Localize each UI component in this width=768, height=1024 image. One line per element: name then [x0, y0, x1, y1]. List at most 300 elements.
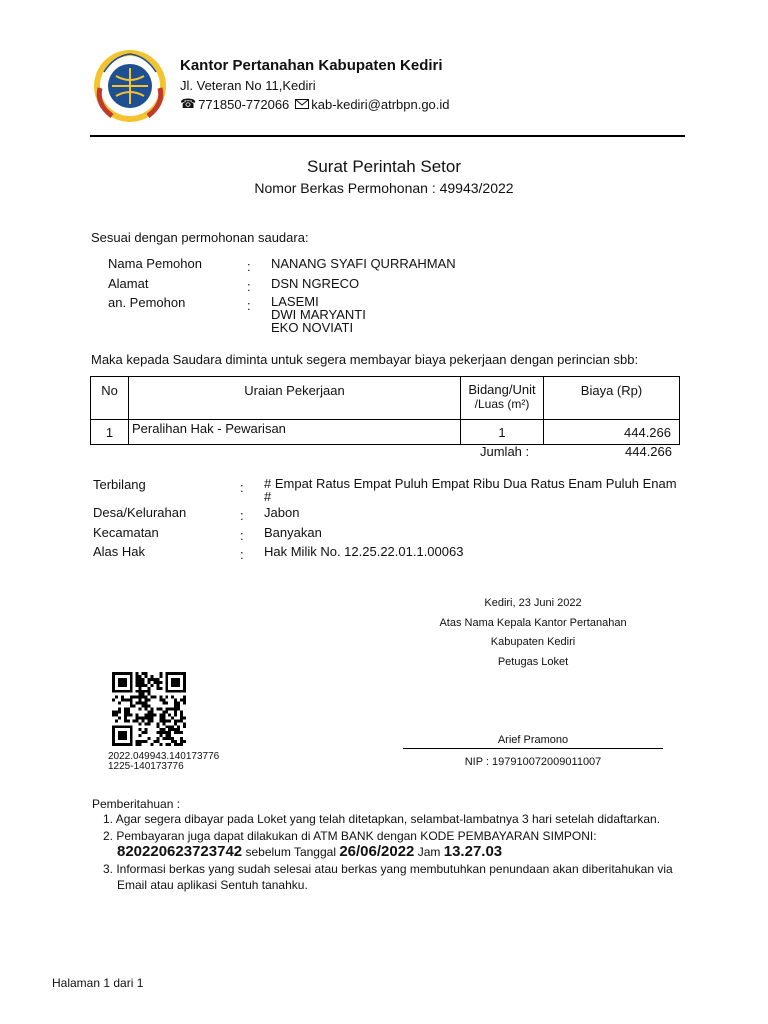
qr-module: [180, 710, 183, 713]
qr-module: [124, 719, 127, 722]
qr-module: [162, 728, 165, 731]
qr-module: [142, 693, 145, 696]
qr-module: [136, 696, 139, 699]
qr-module: [162, 722, 165, 725]
office-logo: [90, 48, 170, 124]
qr-module: [148, 722, 151, 725]
qr-module: [118, 716, 121, 719]
signature-line: [403, 748, 663, 749]
office-name: Kantor Pertanahan Kabupaten Kediri: [180, 57, 443, 74]
qr-module: [115, 713, 118, 716]
intro-text: Sesuai dengan permohonan saudara:: [91, 230, 309, 245]
qr-module: [127, 708, 130, 711]
qr-module: [171, 728, 174, 731]
qr-module: [168, 708, 171, 711]
qr-module: [124, 699, 127, 702]
office-contact: [180, 96, 450, 112]
qr-module: [136, 675, 139, 678]
qr-module: [159, 713, 162, 716]
work-table: [90, 376, 680, 445]
notice-item-1: [103, 812, 703, 826]
qr-module: [136, 743, 139, 746]
qr-module: [145, 696, 148, 699]
qr-module: [153, 696, 156, 699]
qr-module: [142, 719, 145, 722]
qr-module: [142, 716, 145, 719]
col-uraian-header: Uraian Pekerjaan: [129, 377, 461, 420]
terbilang-label: Terbilang: [93, 477, 146, 492]
signature-line3: Petugas Loket: [497, 656, 569, 668]
qr-module: [124, 710, 127, 713]
document-number-value: 49943/2022: [439, 180, 514, 196]
applicant-address-label: Alamat: [108, 276, 149, 291]
notice-list: [103, 812, 703, 892]
qr-module: [130, 696, 133, 699]
qr-module: [145, 690, 148, 693]
qr-module: [171, 716, 174, 719]
header-divider: [90, 135, 685, 137]
qr-module: [130, 699, 133, 702]
due-date: 26/06/2022: [339, 843, 415, 860]
qr-module: [150, 708, 153, 711]
qr-module: [148, 716, 151, 719]
qr-module: [174, 702, 177, 705]
qr-module: [171, 737, 174, 740]
qr-module: [162, 716, 165, 719]
qr-module: [177, 725, 180, 728]
qr-module: [145, 684, 148, 687]
on-behalf-name: EKO NOVIATI: [271, 320, 354, 335]
col-bidang-header: [461, 377, 544, 420]
qr-module: [124, 716, 127, 719]
qr-module: [142, 740, 145, 743]
due-time: 13.27.03: [443, 843, 503, 860]
qr-module: [118, 702, 121, 705]
qr-module: [159, 708, 162, 711]
row-biaya: 444.266: [544, 420, 680, 445]
qr-module: [112, 699, 115, 702]
qr-module: [174, 713, 177, 716]
qr-module: [159, 719, 162, 722]
total-label: Jumlah :: [480, 444, 530, 459]
alas-hak-label: Alas Hak: [93, 544, 146, 559]
qr-module: [145, 722, 148, 725]
qr-module: [177, 705, 180, 708]
qr-module: [165, 731, 168, 734]
qr-module: [162, 702, 165, 705]
qr-module: [174, 740, 177, 743]
desa-value: Jabon: [264, 505, 300, 520]
qr-module: [127, 713, 130, 716]
notice-item-2: [103, 829, 703, 843]
qr-module: [148, 737, 151, 740]
qr-module: [162, 719, 165, 722]
total-value: 444.266: [625, 444, 672, 459]
qr-module: [150, 678, 153, 681]
qr-module: [162, 737, 165, 740]
qr-module: [118, 731, 127, 740]
qr-module: [115, 719, 118, 722]
kecamatan-label: Kecamatan: [93, 525, 159, 540]
qr-module: [150, 716, 153, 719]
qr-module: [159, 728, 162, 731]
qr-module: [168, 737, 171, 740]
qr-module: [183, 699, 186, 702]
qr-module: [159, 734, 162, 737]
qr-module: [142, 702, 145, 705]
qr-module: [139, 728, 142, 731]
qr-module: [159, 716, 162, 719]
qr-module: [180, 731, 183, 734]
qr-module: [153, 713, 156, 716]
col-no-header: No: [91, 377, 129, 420]
qr-module: [121, 699, 124, 702]
qr-module: [136, 713, 139, 716]
table-header-row: [91, 377, 680, 420]
qr-module: [174, 699, 177, 702]
col-biaya-header: Biaya (Rp): [544, 377, 680, 420]
qr-module: [145, 713, 148, 716]
qr-module: [168, 713, 171, 716]
qr-module: [136, 678, 139, 681]
qr-module: [153, 740, 156, 743]
before-date-label: sebelum Tanggal: [242, 845, 340, 859]
qr-module: [133, 696, 136, 699]
qr-module: [127, 719, 130, 722]
qr-module: [142, 731, 145, 734]
qr-module: [142, 690, 145, 693]
qr-module: [139, 687, 142, 690]
qr-module: [142, 705, 145, 708]
qr-code: [112, 672, 186, 746]
qr-module: [180, 699, 183, 702]
payment-code: 820220623723742: [117, 843, 243, 860]
notice-item-2-text: Pembayaran juga dapat dilakukan di ATM BANK dengan KODE PEMBAYARAN SIMPONI:: [116, 829, 597, 843]
notice-number: 1.: [103, 812, 116, 826]
colon: :: [247, 259, 251, 274]
qr-module: [159, 672, 162, 675]
qr-module: [136, 681, 139, 684]
qr-module: [180, 716, 183, 719]
qr-module: [142, 681, 145, 684]
qr-module: [130, 713, 133, 716]
qr-module: [177, 731, 180, 734]
colon: :: [240, 528, 244, 543]
qr-module: [168, 725, 171, 728]
qr-module: [136, 684, 139, 687]
qr-module: [139, 716, 142, 719]
qr-module: [130, 702, 133, 705]
terbilang-line1: # Empat Ratus Empat Puluh Empat Ribu Dua Ratus Enam Puluh Enam: [264, 476, 677, 491]
mail-icon: [295, 97, 309, 112]
qr-module: [136, 690, 139, 693]
row-uraian: Peralihan Hak - Pewarisan: [129, 420, 461, 445]
qr-module: [159, 743, 162, 746]
qr-module: [139, 722, 142, 725]
qr-module: [150, 743, 153, 746]
office-address: Jl. Veteran No 11,Kediri: [180, 78, 316, 93]
qr-module: [139, 678, 142, 681]
row-no: 1: [91, 420, 129, 445]
qr-module: [150, 684, 153, 687]
qr-module: [115, 710, 118, 713]
qr-module: [112, 710, 115, 713]
qr-module: [148, 687, 151, 690]
qr-module: [148, 710, 151, 713]
qr-module: [183, 725, 186, 728]
qr-module: [153, 681, 156, 684]
qr-module: [177, 719, 180, 722]
qr-module: [124, 713, 127, 716]
qr-module: [162, 713, 165, 716]
qr-module: [130, 705, 133, 708]
qr-module: [139, 743, 142, 746]
office-phone: 771850-772066: [198, 96, 290, 112]
qr-module: [153, 678, 156, 681]
qr-module: [145, 728, 148, 731]
qr-module: [171, 696, 174, 699]
qr-module: [165, 696, 168, 699]
qr-caption: [108, 752, 219, 772]
qr-module: [177, 743, 180, 746]
qr-module: [156, 740, 159, 743]
qr-module: [139, 734, 142, 737]
qr-module: [136, 740, 139, 743]
qr-module: [162, 710, 165, 713]
alas-hak-value: Hak Milik No. 12.25.22.01.1.00063: [264, 544, 464, 559]
qr-module: [165, 725, 168, 728]
qr-module: [174, 719, 177, 722]
qr-module: [162, 699, 165, 702]
qr-module: [177, 702, 180, 705]
qr-module: [136, 716, 139, 719]
qr-module: [150, 696, 153, 699]
qr-module: [165, 710, 168, 713]
qr-module: [139, 693, 142, 696]
qr-module: [177, 708, 180, 711]
qr-module: [162, 731, 165, 734]
qr-module: [127, 699, 130, 702]
col-bidang-header-line2: /Luas (m²): [474, 397, 530, 411]
qr-module: [127, 710, 130, 713]
qr-module: [168, 743, 171, 746]
qr-module: [171, 740, 174, 743]
qr-module: [159, 699, 162, 702]
qr-module: [156, 725, 159, 728]
qr-module: [148, 693, 151, 696]
qr-module: [168, 734, 171, 737]
notice-title: Pemberitahuan :: [92, 797, 181, 811]
qr-module: [148, 705, 151, 708]
qr-module: [133, 705, 136, 708]
terbilang-line2: #: [264, 489, 272, 504]
office-email[interactable]: kab-kediri@atrbpn.go.id: [311, 96, 450, 112]
colon: :: [247, 298, 251, 313]
qr-module: [150, 710, 153, 713]
notice-item-3-cont: Email atau aplikasi Sentuh tanahku.: [117, 878, 308, 892]
qr-module: [150, 719, 153, 722]
qr-module: [139, 690, 142, 693]
qr-module: [145, 705, 148, 708]
qr-module: [136, 719, 139, 722]
kecamatan-value: Banyakan: [264, 525, 322, 540]
qr-module: [159, 681, 162, 684]
qr-module: [183, 696, 186, 699]
qr-module: [180, 737, 183, 740]
qr-module: [148, 699, 151, 702]
document-title: Surat Perintah Setor: [306, 157, 462, 176]
qr-module: [148, 713, 151, 716]
qr-module: [174, 728, 177, 731]
qr-code-line2: 1225-140173776: [108, 761, 184, 772]
colon: :: [247, 279, 251, 294]
phone-icon: ☎: [180, 96, 197, 111]
qr-module: [180, 713, 183, 716]
colon: :: [240, 508, 244, 523]
page-number: Halaman 1 dari 1: [52, 976, 144, 990]
qr-module: [171, 725, 174, 728]
notice-item-3-text: Informasi berkas yang sudah selesai atau berkas yang membutuhkan penundaan akan diberitahukan via: [116, 862, 673, 876]
qr-module: [136, 672, 139, 675]
qr-module: [139, 696, 142, 699]
applicant-name-label: Nama Pemohon: [108, 256, 202, 271]
qr-module: [177, 728, 180, 731]
document-number: [0, 180, 768, 196]
colon: :: [240, 480, 244, 495]
qr-code-line1: 2022.049943.140173776: [108, 751, 220, 762]
qr-module: [148, 678, 151, 681]
qr-module: [156, 737, 159, 740]
qr-module: [180, 719, 183, 722]
payment-code-line: [103, 845, 703, 859]
qr-module: [145, 740, 148, 743]
qr-module: [139, 675, 142, 678]
qr-module: [150, 713, 153, 716]
qr-module: [142, 684, 145, 687]
qr-module: [139, 740, 142, 743]
qr-module: [118, 710, 121, 713]
qr-module: [142, 678, 145, 681]
qr-module: [165, 719, 168, 722]
qr-module: [145, 699, 148, 702]
qr-module: [159, 731, 162, 734]
qr-module: [174, 708, 177, 711]
qr-module: [174, 710, 177, 713]
qr-module: [115, 696, 118, 699]
terbilang-value: [264, 477, 684, 503]
time-label: Jam: [414, 845, 444, 859]
qr-module: [133, 719, 136, 722]
notice-number: 2.: [103, 829, 117, 843]
applicant-name: NANANG SYAFI QURRAHMAN: [271, 256, 456, 271]
qr-module: [150, 675, 153, 678]
qr-module: [142, 672, 145, 675]
qr-module: [139, 708, 142, 711]
qr-module: [156, 722, 159, 725]
on-behalf-name: LASEMI: [271, 294, 319, 309]
qr-module: [159, 687, 162, 690]
qr-module: [145, 708, 148, 711]
qr-module: [139, 684, 142, 687]
qr-module: [136, 702, 139, 705]
signature-line1: Atas Nama Kepala Kantor Pertanahan: [439, 617, 627, 629]
qr-module: [139, 681, 142, 684]
qr-module: [165, 734, 168, 737]
on-behalf-label: an. Pemohon: [108, 295, 186, 310]
qr-module: [171, 708, 174, 711]
qr-module: [145, 702, 148, 705]
qr-module: [159, 675, 162, 678]
qr-module: [183, 740, 186, 743]
qr-module: [159, 696, 162, 699]
qr-module: [142, 696, 145, 699]
qr-module: [168, 719, 171, 722]
qr-module: [145, 731, 148, 734]
qr-module: [174, 731, 177, 734]
qr-module: [183, 722, 186, 725]
qr-module: [183, 716, 186, 719]
qr-module: [174, 705, 177, 708]
signature-line2: Kabupaten Kediri: [490, 636, 576, 648]
qr-module: [156, 684, 159, 687]
qr-module: [112, 713, 115, 716]
table-row: [91, 420, 680, 445]
qr-module: [156, 687, 159, 690]
qr-module: [183, 702, 186, 705]
qr-module: [165, 708, 168, 711]
qr-module: [165, 702, 168, 705]
signatory-nip: NIP : 197910072009011007: [464, 756, 602, 768]
notice-item-3: [103, 862, 703, 876]
qr-module: [165, 737, 168, 740]
qr-module: [174, 722, 177, 725]
qr-module: [121, 696, 124, 699]
qr-module: [156, 678, 159, 681]
document-number-label: Nomor Berkas Permohonan :: [254, 180, 440, 196]
qr-module: [148, 690, 151, 693]
qr-module: [156, 708, 159, 711]
colon: :: [240, 547, 244, 562]
qr-module: [165, 743, 168, 746]
on-behalf-list: [271, 295, 366, 334]
qr-module: [148, 719, 151, 722]
qr-module: [139, 702, 142, 705]
notice-number: 3.: [103, 862, 117, 876]
qr-module: [118, 678, 127, 687]
col-bidang-header-line1: Bidang/Unit: [468, 382, 536, 397]
qr-module: [118, 708, 121, 711]
qr-module: [139, 699, 142, 702]
qr-module: [168, 731, 171, 734]
qr-module: [145, 716, 148, 719]
desa-label: Desa/Kelurahan: [93, 505, 187, 520]
request-text: Maka kepada Saudara diminta untuk segera membayar biaya pekerjaan dengan perincian sbb:: [91, 352, 639, 367]
qr-module: [145, 675, 148, 678]
qr-module: [168, 728, 171, 731]
qr-module: [180, 740, 183, 743]
row-bidang: 1: [461, 420, 544, 445]
qr-module: [171, 678, 180, 687]
qr-module: [174, 743, 177, 746]
qr-module: [145, 672, 148, 675]
qr-module: [148, 681, 151, 684]
signatory-name: Arief Pramono: [497, 734, 569, 746]
qr-module: [156, 731, 159, 734]
notice-item-1-text: Agar segera dibayar pada Loket yang telah ditetapkan, selambat-lambatnya 3 hari setelah didaftarkan.: [115, 812, 661, 826]
on-behalf-name: DWI MARYANTI: [271, 307, 366, 322]
applicant-address: DSN NGRECO: [271, 276, 360, 291]
signature-place-date: Kediri, 23 Juni 2022: [484, 597, 582, 609]
